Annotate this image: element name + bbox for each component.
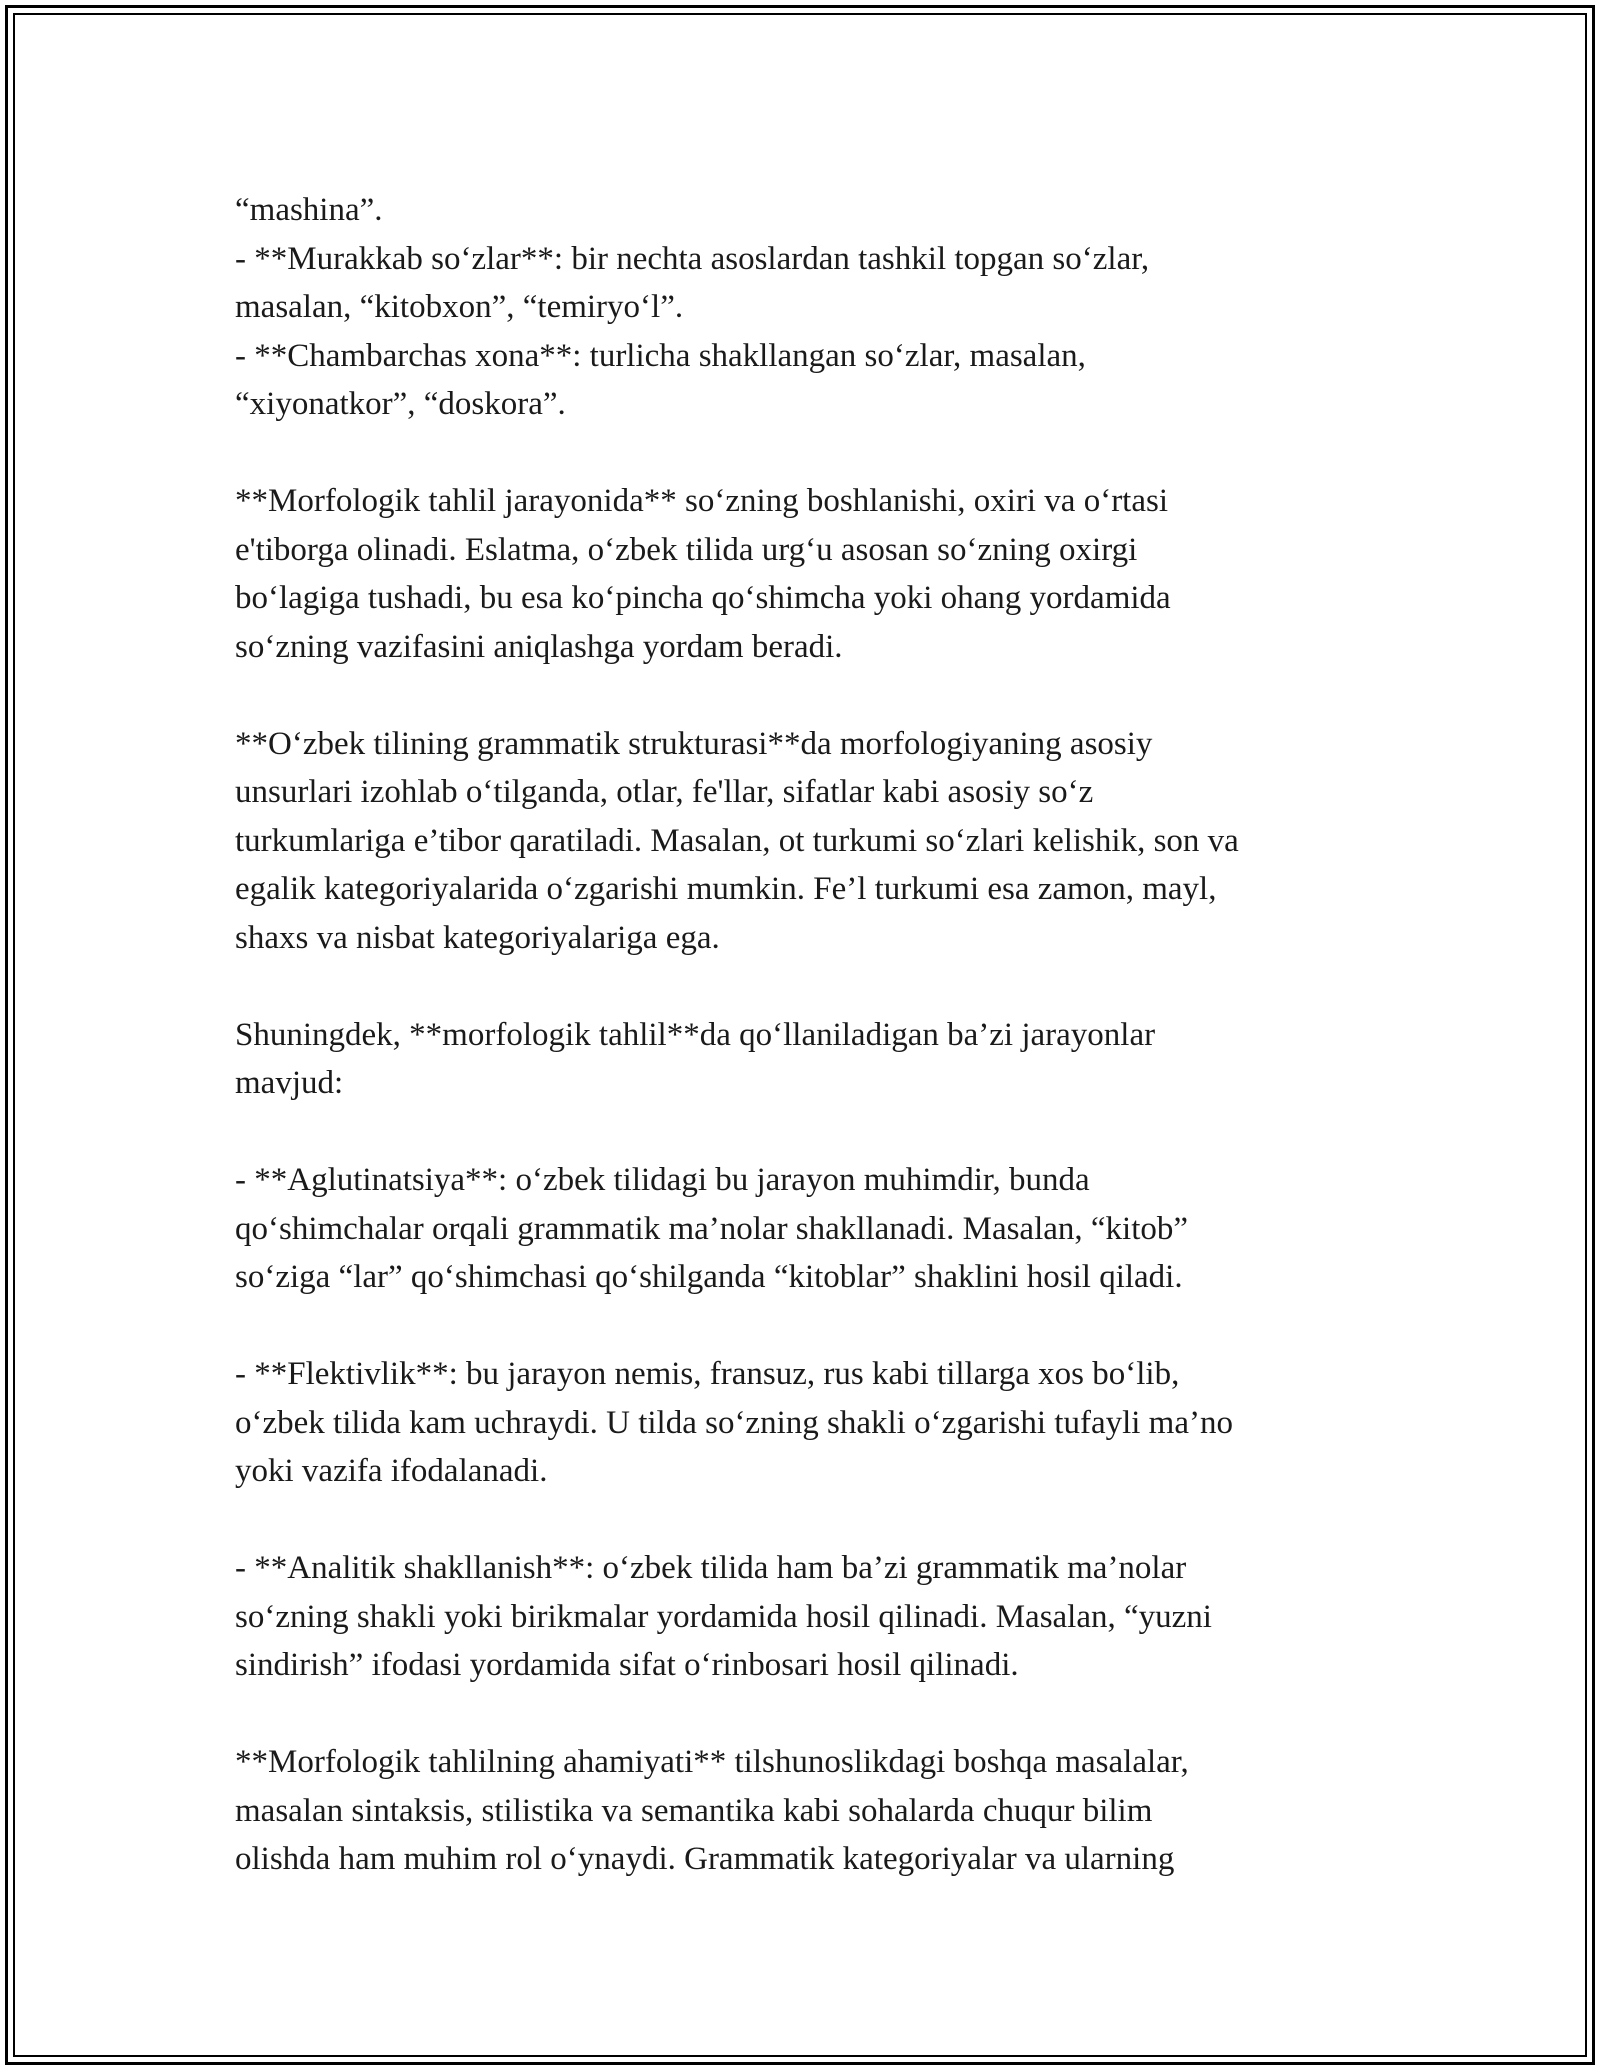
document-body [235, 186, 1365, 1884]
text-line: masalan sintaksis, stilistika va semantika kabi sohalarda chuqur bilim [235, 1792, 1153, 1829]
paragraph-analytic-formation [235, 1544, 1365, 1690]
text-line: qo‘shimchalar orqali grammatik ma’nolar shakllanadi. Masalan, “kitob” [235, 1210, 1189, 1247]
text-line: shaxs va nisbat kategoriyalariga ega. [235, 919, 720, 956]
text-line: so‘ziga “lar” qo‘shimchasi qo‘shilganda “kitoblar” shaklini hosil qiladi. [235, 1259, 1183, 1295]
text-line: mavjud: [235, 1065, 344, 1101]
text-line: unsurlari izohlab o‘tilganda, otlar, fe'llar, sifatlar kabi asosiy so‘z [235, 774, 1094, 810]
text-line: **Morfologik tahlilning ahamiyati** tilshunoslikdagi boshqa masalalar, [235, 1744, 1189, 1780]
paragraph-grammatical-structure [235, 720, 1365, 963]
text-line: “mashina”. [235, 192, 383, 228]
text-line: turkumlariga e’tibor qaratiladi. Masalan, ot turkumi so‘zlari kelishik, son va [235, 822, 1239, 859]
paragraph-inflection [235, 1350, 1365, 1496]
paragraph-processes-intro [235, 1011, 1365, 1108]
text-line: so‘zning shakli yoki birikmalar yordamida hosil qilinadi. Masalan, “yuzni [235, 1598, 1212, 1635]
text-line: olishda ham muhim rol o‘ynaydi. Grammatik kategoriyalar va ularning [235, 1841, 1175, 1877]
text-line: “xiyonatkor”, “doskora”. [235, 386, 566, 422]
text-line: e'tiborga olinadi. Eslatma, o‘zbek tilida urg‘u asosan so‘zning oxirgi [235, 531, 1138, 568]
text-line: **O‘zbek tilining grammatik strukturasi**da morfologiyaning asosiy [235, 725, 1153, 762]
text-line: - **Flektivlik**: bu jarayon nemis, fransuz, rus kabi tillarga xos bo‘lib, [235, 1356, 1180, 1392]
paragraph-word-types [235, 186, 1365, 429]
text-line: yoki vazifa ifodalanadi. [235, 1453, 548, 1489]
text-line: bo‘lagiga tushadi, bu esa ko‘pincha qo‘shimcha yoki ohang yordamida [235, 580, 1171, 616]
text-line: sindirish” ifodasi yordamida sifat o‘rinbosari hosil qilinadi. [235, 1647, 1019, 1683]
text-line: Shuningdek, **morfologik tahlil**da qo‘llaniladigan ba’zi jarayonlar [235, 1016, 1156, 1053]
text-line: masalan, “kitobxon”, “temiryo‘l”. [235, 289, 684, 325]
paragraph-morphological-analysis [235, 477, 1365, 671]
text-line: - **Murakkab so‘zlar**: bir nechta asoslardan tashkil topgan so‘zlar, [235, 240, 1150, 277]
paragraph-agglutination [235, 1156, 1365, 1302]
text-line: - **Analitik shakllanish**: o‘zbek tilida ham ba’zi grammatik ma’nolar [235, 1550, 1187, 1586]
text-line: egalik kategoriyalarida o‘zgarishi mumkin. Fe’l turkumi esa zamon, mayl, [235, 871, 1217, 907]
text-line: - **Chambarchas xona**: turlicha shakllangan so‘zlar, masalan, [235, 337, 1086, 374]
text-line: - **Aglutinatsiya**: o‘zbek tilidagi bu jarayon muhimdir, bunda [235, 1162, 1090, 1198]
text-line: **Morfologik tahlil jarayonida** so‘zning boshlanishi, oxiri va o‘rtasi [235, 483, 1169, 519]
text-line: o‘zbek tilida kam uchraydi. U tilda so‘zning shakli o‘zgarishi tufayli ma’no [235, 1404, 1233, 1441]
paragraph-significance [235, 1738, 1365, 1884]
text-line: so‘zning vazifasini aniqlashga yordam beradi. [235, 628, 843, 665]
